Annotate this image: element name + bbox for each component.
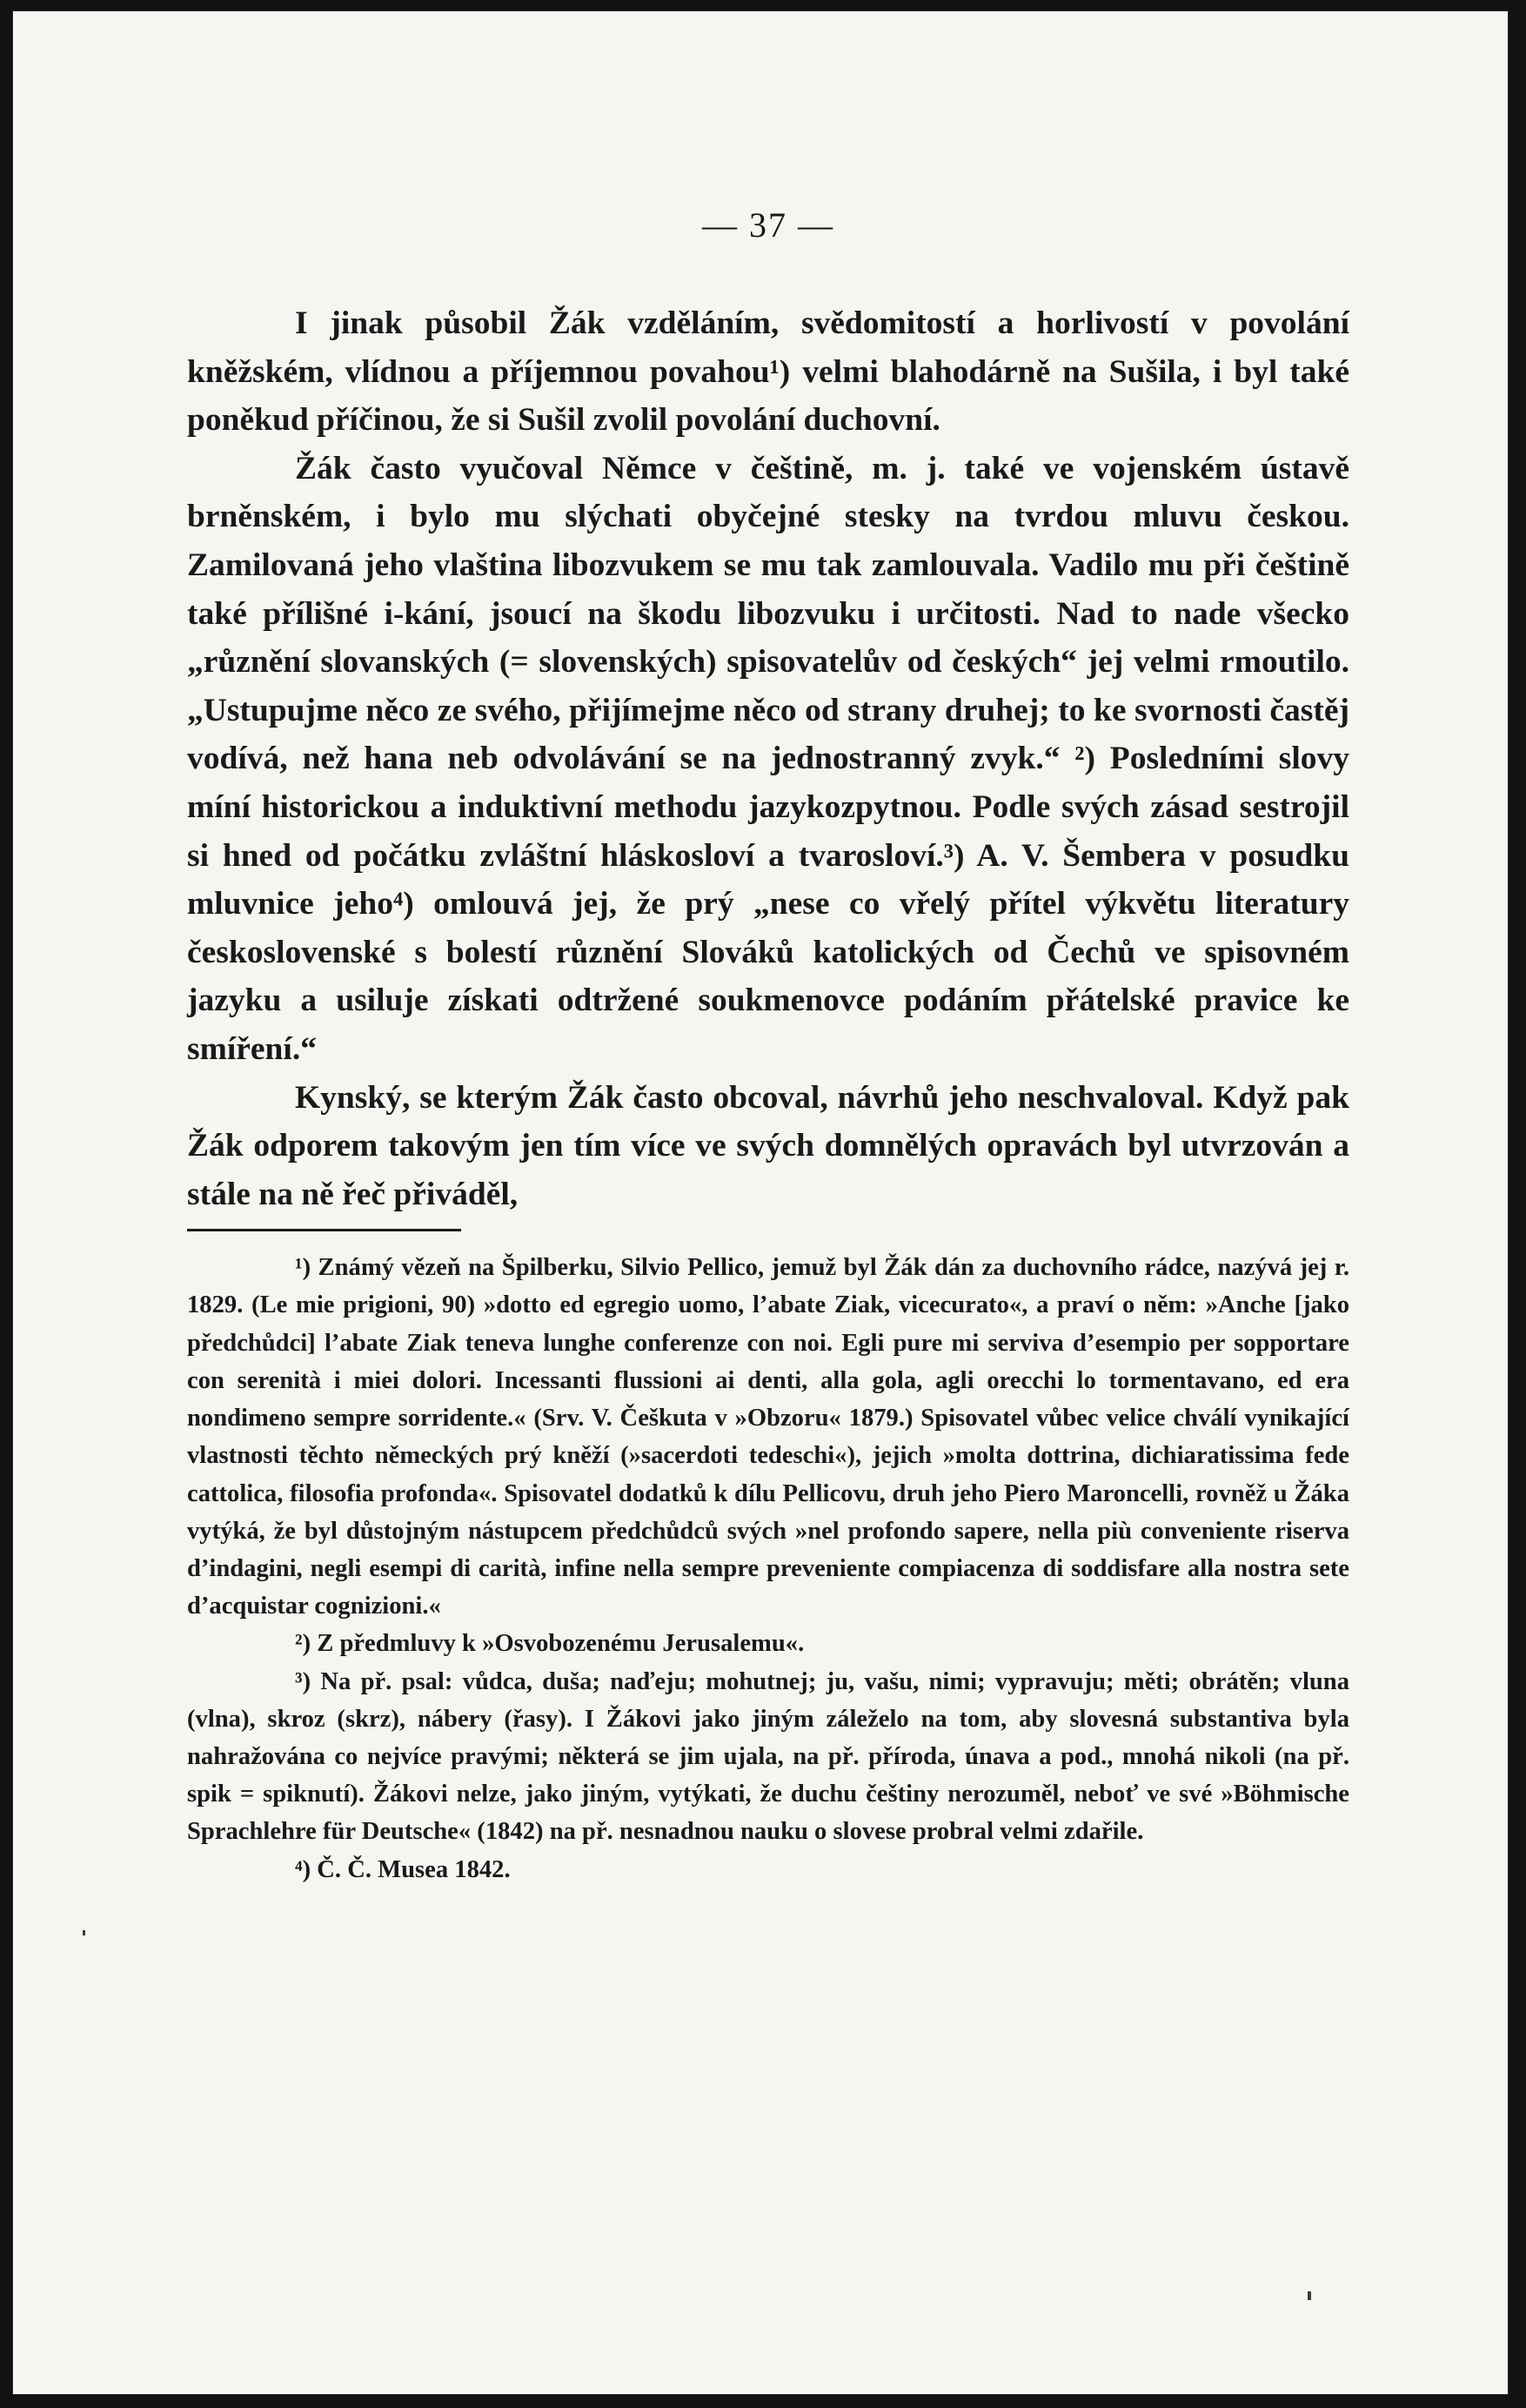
- scan-speck: [1308, 2291, 1311, 2300]
- footnote-2: ²) Z předmluvy k »Osvobozenému Jerusalemu«.: [295, 1630, 805, 1658]
- footnote-divider: [187, 1229, 461, 1231]
- footnote-1: ¹) Známý vězeň na Špilberku, Silvio Pellico, jemuž byl Žák dán za duchovního rádce, nazývá jej r. 1829. (Le mie prigioni, 90) »dotto ed egregio uomo, l’abate Ziak, vicecurato«, a praví o něm: »Anche [jako předchůdci] l’abate Ziak teneva lunghe conferenze con noi. Egli pure mi serviva d’esempio per sopportare con serenità i miei dolori. Incessanti flussioni ai denti, alla gola, agli orecchi lo tormentavano, ed era nondimeno sempre sorridente.« (Srv. V. Češkuta v »Obzoru« 1879.) Spisovatel vůbec velice chválí vynikající vlastnosti těchto německých prý kněží (»sacerdoti tedeschi«), jejich »molta dottrina, dichiaratissima fede cattolica, filosofia profonda«. Spisovatel dodatků k dílu Pellicovu, druh jeho Piero Maroncelli, rovněž u Žáka vytýká, že byl důstojným nástupcem předchůdců svých »nel profondo sapere, nella più conveniente riserva d’indagini, negli esempi di carità, infine nella sempre preveniente compiacenza di soddisfare alla nostra sete d’acquistar cognizioni.«: [187, 1254, 1349, 1620]
- page-number: — 37 —: [702, 205, 834, 245]
- footnote-4: ⁴) Č. Č. Musea 1842.: [295, 1855, 511, 1883]
- scan-speck: [83, 1930, 85, 1935]
- paragraph-1: I jinak působil Žák vzděláním, svědomitostí a horlivostí v povolání kněžském, vlídnou a příjemnou povahou¹) velmi blahodárně na Sušila, i byl také poněkud příčinou, že si Sušil zvolil povolání duchovní.: [187, 305, 1349, 439]
- text-block: [187, 205, 1349, 1888]
- paragraph-3: Kynský, se kterým Žák často obcoval, návrhů jeho neschvaloval. Když pak Žák odporem takovým jen tím více ve svých domnělých opravách byl utvrzován a stále na ně řeč přiváděl,: [187, 1079, 1349, 1212]
- footnote-3: ³) Na př. psal: vůdca, duša; naďeju; mohutnej; ju, vašu, nimi; vypravuju; měti; obrátěn; vluna (vlna), skroz (skrz), nábery (řasy). I Žákovi jako jiným záleželo na tom, aby slovesná substantiva byla nahražována co nejvíce pravými; některá se jim ujala, na př. příroda, únava a pod., mnohá nikoli (na př. spik = spiknutí). Žákovi nelze, jako jiným, vytýkati, že duchu češtiny nerozuměl, neboť ve své »Böhmische Sprachlehre für Deutsche« (1842) na př. nesnadnou nauku o slovese probral velmi zdařile.: [187, 1667, 1349, 1846]
- document-page: [12, 10, 1509, 2395]
- paragraph-2: Žák často vyučoval Němce v češtině, m. j. také ve vojenském ústavě brněnském, i bylo mu slýchati obyčejné stesky na tvrdou mluvu českou. Zamilovaná jeho vlaština libozvukem se mu tak zamlouvala. Vadilo mu při češtině také přílišné i-kání, jsoucí na škodu libozvuku i určitosti. Nad to nade všecko „různění slovanských (= slovenských) spisovatelův od českých“ jej velmi rmoutilo. „Ustupujme něco ze svého, přijímejme něco od strany druhej; to ke svornosti častěj vodívá, než hana neb odvolávání se na jednostranný zvyk.“ ²) Posledními slovy míní historickou a induktivní methodu jazykozpytnou. Podle svých zásad sestrojil si hned od počátku zvláštní hláskosloví a tvarosloví.³) A. V. Šembera v posudku mluvnice jeho⁴) omlouvá jej, že prý „nese co vřelý přítel výkvětu literatury československé s bolestí různění Slováků katolických od Čechů ve spisovném jazyku a usiluje získati odtržené soukmenovce podáním přátelské pravice ke smíření.“: [187, 450, 1349, 1067]
